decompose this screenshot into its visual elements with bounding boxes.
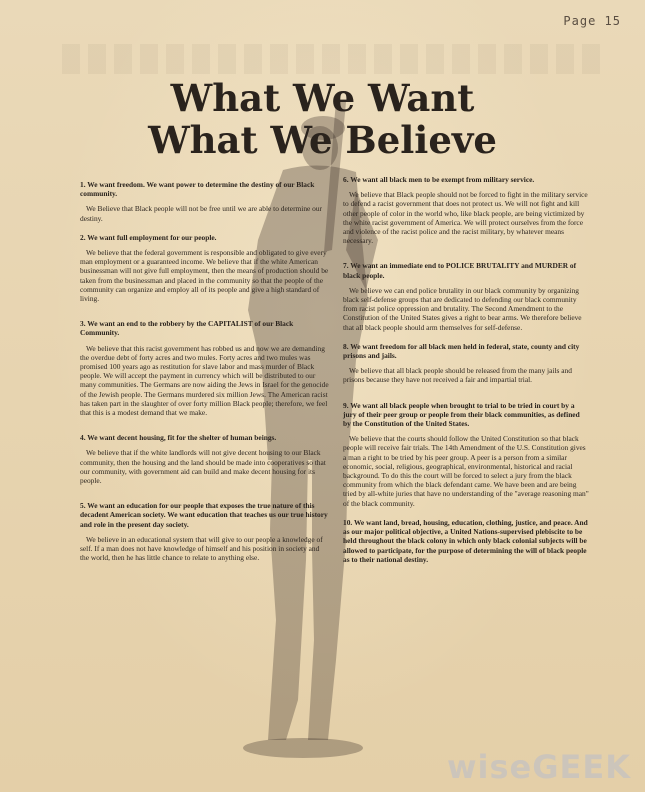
point-5-body: We believe in an educational system that will give to our people a knowledge of self. If a man does not have knowledge of himself and his position in society and the world, then he has little chance to relate to anything else. (80, 534, 323, 563)
point-7-body: We believe we can end police brutality in our black community by organizing black self-defense groups that are dedicated to defending our black community from racist police oppression and brutality. The Second Amendment to the Constitution of the United States gives a right to bear arms. We therefore believe that all black people should arm themselves for self-defense. (343, 285, 582, 332)
point-9-body: We believe that the courts should follow the United Constitution so that black people will receive fair trials. The 14th Amendment of the U.S. Constitution gives a man a right to be tried by his peer group. A peer is a person from a similar economic, social, religious, geographical, environmental, historical and racial background. To do this the court will be forced to select a jury from the black community from which the black defendant came. We have been and are being tried by all-white juries that have no understanding of the "average reasoning man" of the black community. (343, 434, 589, 508)
point-8-heading: 8. We want freedom for all black men held in federal, state, county and city prisons and jails. (343, 341, 580, 361)
point-8-body: We believe that all black people should be released from the many jails and prisons because they have not received a fair and impartial trial. (343, 366, 572, 385)
point-4-body: We believe that if the white landlords will not give decent housing to our Black community, then the housing and the land should be made into cooperatives so that our community, with government aid can build and make decent housing for its people. (80, 448, 326, 486)
headline-line-2: What We Believe (148, 118, 497, 162)
point-4-heading: 4. We want decent housing, fit for the shelter of human beings. (80, 433, 277, 443)
point-3-body: We believe that this racist government has robbed us and now we are demanding the overdue debt of forty acres and two mules. Forty acres and two mules was promised 100 years ago as restitution for slave labor and mass murder of Black people. We will accept the payment in currency which will be distributed to our many communities. The Germans are now aiding the Jews in Israel for the genocide of the Jewish people. The Germans murdered six million Jews. The American racist has taken part in the slaughter of over forty million Black people; therefore, we feel that this is a modest demand that we make. (80, 343, 329, 418)
right-column (343, 175, 589, 570)
headline-line-1: What We Want (170, 76, 475, 120)
page-number: Page 15 (563, 14, 621, 28)
point-7-heading: 7. We want an immediate end to POLICE BRUTALITY and MURDER of black people. (343, 261, 577, 280)
point-6-heading: 6. We want all black men to be exempt from military service. (343, 175, 535, 184)
point-1-heading: 1. We want freedom. We want power to determine the destiny of our Black community. (80, 180, 315, 199)
point-6-body: We believe that Black people should not be forced to fight in the military service to defend a racist government that does not protect us. We will not fight and kill other people of color in the world who, like black people, are being victimized by the white racist government of America. We will protect ourselves from the force and violence of the racist police and the racist military, by whatever means necessary. (343, 190, 588, 246)
point-1-body: We Believe that Black people will not be free until we are able to determine our destiny. (80, 204, 323, 223)
point-3-heading: 3. We want an end to the robbery by the CAPITALIST of our Black Community. (80, 319, 294, 338)
point-9-heading: 9. We want all black people when brought to trial to be tried in court by a jury of their peer group or people from their black communities, as defined by the Constitution of the United States. (343, 400, 580, 429)
point-5-heading: 5. We want an education for our people that exposes the true nature of this decadent American society. We want education that teaches us our true history and role in the present day society. (80, 501, 328, 529)
point-2-heading: 2. We want full employment for our people. (80, 232, 217, 242)
left-column (80, 180, 330, 573)
point-10-heading: 10. We want land, bread, housing, education, clothing, justice, and peace. And as our major political objective, a United Nations-supervised plebiscite to be held throughout the black colony in which only black colonial subjects will be allowed to participate, for the purpose of determining the will of black people as to their national destiny. (343, 517, 588, 564)
wisegeek-watermark: wiseGEEK (446, 748, 631, 786)
faded-header-band (62, 44, 602, 74)
point-2-body: We believe that the federal government is responsible and obligated to give every man employment or a guaranteed income. We believe that if the white American businessman will not give full employment, then the means of production should be taken from the businessman and placed in the community so that the people of the community can organize and employ all of its people and give a high standard of living. (80, 248, 329, 304)
